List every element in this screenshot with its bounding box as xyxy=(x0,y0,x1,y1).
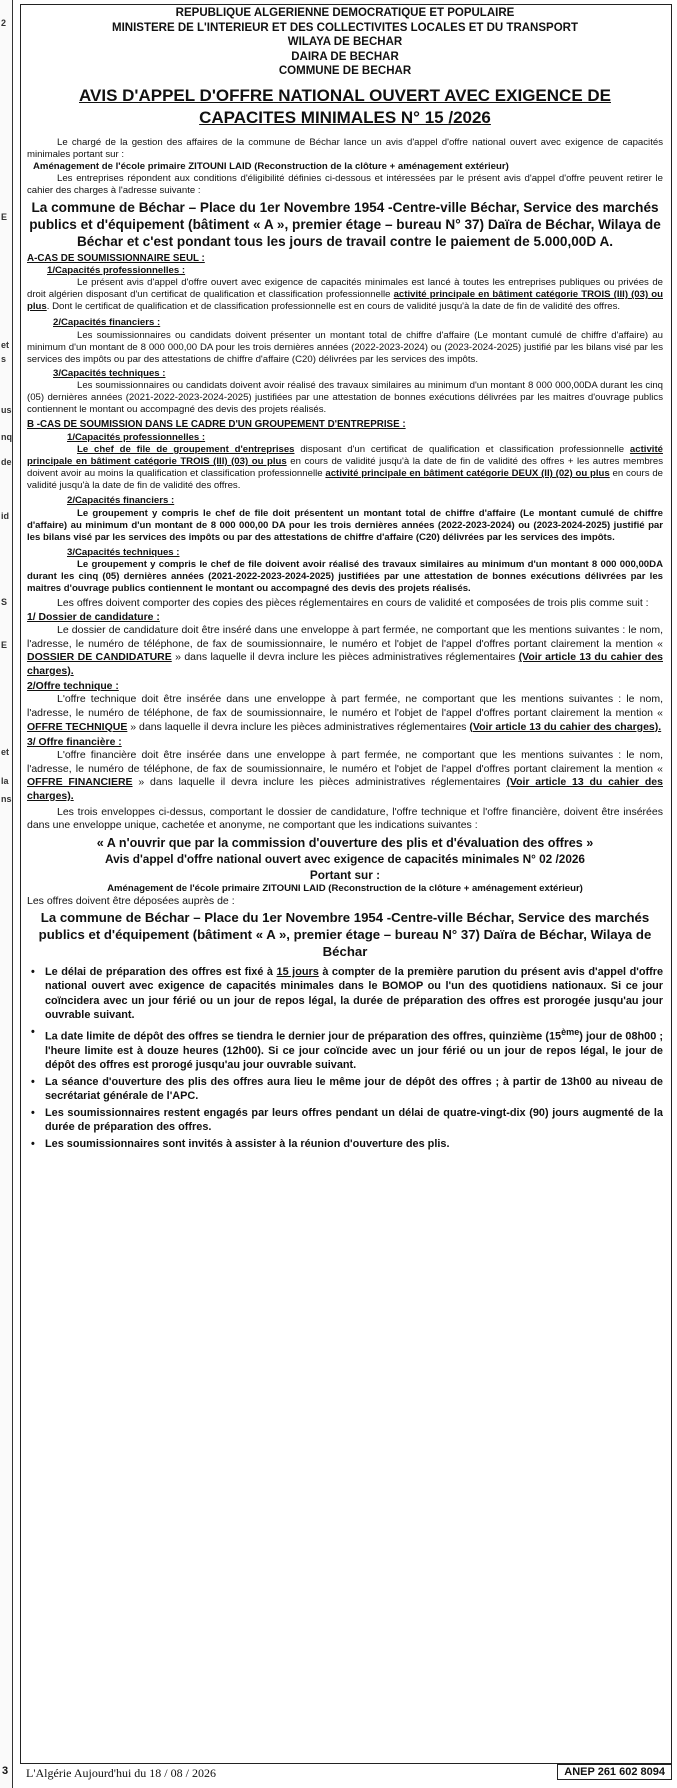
section-b-technical-text: Le groupement y compris le chef de file doivent avoir réalisé des travaux similaires au minimum d'un montant 8 000 000,00DA durant les cinq (05) dernières années (2021-2022-2023-2024-2025) justifiées par une attestation de bonnes exécutions délivrées par les maitres d'ouvrage publics contiennent le montant ou accompagné des devis des projets réalisés. xyxy=(27,559,663,595)
title-line-1: AVIS D'APPEL D'OFFRE NATIONAL OUVERT AVEC EXIGENCE DE xyxy=(79,85,611,105)
strip-text: s xyxy=(1,354,7,364)
section-b-professional-text xyxy=(27,444,663,492)
section-b-financial-title: 2/Capacités financiers : xyxy=(67,495,175,507)
list-item xyxy=(27,1025,663,1073)
list-item xyxy=(27,965,663,1023)
withdrawal-address: La commune de Béchar – Place du 1er Novembre 1954 -Centre-ville Béchar, Service des marchés publics et d'équipement (bâtiment « A », premier étage – bureau N° 37) Daïra de Béchar, Wilaya de Béchar et c'est pondant tous les jours de travail contre le paiement de 5.000,00D A. xyxy=(29,199,661,250)
article-reference: (Voir article 13 du cahier des charges). xyxy=(27,651,663,677)
strip-text: E xyxy=(1,212,8,222)
intro-paragraph: Le chargé de la gestion des affaires de la commune de Béchar lance un avis d'appel d'offre national ouvert avec exigence de capacités minimales portant sur : xyxy=(27,136,663,160)
header-commune: COMMUNE DE BECHAR xyxy=(278,65,412,77)
strip-text: nq xyxy=(1,432,12,442)
category-requirement: activité principale en bâtiment catégorie TROIS (III) (03) ou plus xyxy=(27,444,663,468)
category-requirement: activité principale en bâtiment catégorie DEUX (II) (02) ou plus xyxy=(325,468,610,480)
notice-content xyxy=(27,6,663,1153)
official-header xyxy=(27,6,663,79)
page-number: 3 xyxy=(2,1765,9,1777)
text-span: à compter de la première parution du présent avis d'appel d'offre national ouvert avec exigence de capacités minimales dans le BOMOP ou l'un des quotidiens nationaux. Si ce jour coïncidera avec un jour férié ou un jour de repos légal, la durée de préparation des offres est prorogée jusqu'au jour ouvrable suivant. xyxy=(45,965,664,1022)
section-a-financial-text: Les soumissionnaires ou candidats doivent présenter un montant total de chiffre d'affaire (Le montant cumulé de chiffre d'affaire) au minimum d'un montant de 8 000 000,00 DA pour les trois dernières années (2022-2023-2024) ou (2023-2024-2025) justifié par les bilans visé par les services des impôts ou par des attestations de chiffre d'affaire (C20) délivrées par les services des impôts. xyxy=(27,329,663,365)
lead-company: Le chef de file de groupement d'entreprises xyxy=(77,444,295,456)
anep-reference: ANEP 261 602 8094 xyxy=(557,1764,672,1780)
strip-text: 2 xyxy=(1,18,7,28)
text-span: » dans laquelle il devra inclure les pièces administratives réglementaires xyxy=(127,720,470,733)
strip-text: E xyxy=(1,640,8,650)
single-envelope-text: Les trois enveloppes ci-dessus, comportant le dossier de candidature, l'offre technique et l'offre financière, doivent être insérées dans une enveloppe unique, cachetée et anonyme, ne comportant que les indications suivantes : xyxy=(27,805,663,832)
strip-text: de xyxy=(1,457,12,467)
section-a-title: A-CAS DE SOUMISSIONNAIRE SEUL : xyxy=(27,252,205,264)
newspaper-date: L'Algérie Aujourd'hui du 18 / 08 / 2026 xyxy=(26,1766,216,1780)
text-span: ) jour de 08h00 ; l'heure limite est à douze heures (12h00). Si ce jour coïncide avec un jour férié ou un jour de repos légal, le jour de dépôt des offres est prorogé jusqu'au jour ouvrable suivant. xyxy=(45,1030,664,1072)
technical-offer-title: 2/Offre technique : xyxy=(27,681,119,693)
category-requirement: activité principale en bâtiment catégorie TROIS (III) (03) ou plus xyxy=(27,289,663,313)
text-span: » dans laquelle il devra inclure les pièces administratives réglementaires xyxy=(171,651,519,664)
envelope-label-notice-number: Avis d'appel d'offre national ouvert avec exigence de capacités minimales N° 02 /2026 xyxy=(105,851,585,866)
text-span: » dans laquelle il devra inclure les pièces administratives réglementaires xyxy=(132,776,507,789)
article-reference: (Voir article 13 du cahier des charges). xyxy=(469,720,662,733)
financial-offer-title: 3/ Offre financière : xyxy=(27,737,122,749)
text-span: en cours de validité jusqu'à la date de fin de validité des offres. xyxy=(27,468,663,492)
envelope-label-portant: Portant sur : xyxy=(309,867,381,882)
text-span: Le dossier de candidature doit être inséré dans une enveloppe à part fermée, ne comportant que les mentions suivantes : le nom, l'adresse, le numéro de téléphone, de fax de soumissionnaire, le numéro et l'objet de l'appel d'offres portant clairement la mention « xyxy=(27,623,663,650)
article-reference: (Voir article 13 du cahier des charges). xyxy=(27,776,663,802)
strip-text: et xyxy=(1,340,10,350)
text-span: Le présent avis d'appel d'offre ouvert avec exigence de capacités minimales est lancé à toutes les entreprises publiques ou privées de droit algérien disposant d'un certificat de qualification et classification professionnelle xyxy=(27,277,663,301)
deposit-address: La commune de Béchar – Place du 1er Novembre 1954 -Centre-ville Béchar, Service des marchés publics et d'équipement (bâtiment « A », premier étage – bureau N° 37) Daïra de Béchar, Wilaya de Béchar xyxy=(38,910,652,959)
section-a-professional-title: 1/Capacités professionnelles : xyxy=(47,264,186,276)
text-span: La date limite de dépôt des offres se tiendra le dernier jour de préparation des offres, quinzième (15 xyxy=(45,1030,562,1043)
conditions-list xyxy=(27,965,663,1152)
mention-label: OFFRE TECHNIQUE xyxy=(27,720,128,733)
text-span: . Dont le certificat de qualification et de classification professionnelle est en cours de validité jusqu'à la date de fin de validité des offres. xyxy=(46,301,621,313)
section-b-title: B -CAS DE SOUMISSION DANS LE CADRE D'UN GROUPEMENT D'ENTREPRISE : xyxy=(27,419,406,431)
header-ministry: MINISTERE DE L'INTERIEUR ET DES COLLECTIVITES LOCALES ET DU TRANSPORT xyxy=(112,21,578,34)
envelope-label-open-notice: « A n'ouvrir que par la commission d'ouverture des plis et d'évaluation des offres » xyxy=(96,835,594,850)
offers-intro: Les offres doivent comporter des copies des pièces réglementaires en cours de validité et composées de trois plis comme suit : xyxy=(57,597,649,610)
list-item: • La séance d'ouverture des plis des offres aura lieu le même jour de dépôt des offres ; à partir de 13h00 au niveau de secrétariat générale de l'APC. xyxy=(27,1075,663,1104)
strip-text: ns xyxy=(1,794,12,804)
strip-text: la xyxy=(1,776,9,786)
strip-text: id xyxy=(1,511,9,521)
financial-offer-text xyxy=(27,749,663,803)
mention-label: OFFRE FINANCIERE xyxy=(27,776,133,789)
strip-text: S xyxy=(1,597,8,607)
eligibility-paragraph: Les entreprises répondent aux conditions d'éligibilité définies ci-dessous et intéressées par le présent avis d'appel d'offre peuvent retirer le cahier des charges à l'adresse suivante : xyxy=(27,172,663,196)
candidature-title: 1/ Dossier de candidature : xyxy=(27,611,160,623)
footer xyxy=(2,1762,672,1784)
strip-text: et xyxy=(1,747,10,757)
list-item: • Les soumissionnaires sont invités à assister à la réunion d'ouverture des plis. xyxy=(27,1137,663,1152)
title-line-2: CAPACITES MINIMALES N° 15 /2026 xyxy=(199,107,491,127)
text-span: en cours de validité jusqu'à la date de fin de validité des offres + les autres membres doivent avoir au moins la qualification et classification professionnelle xyxy=(27,456,663,480)
strip-text: us xyxy=(1,405,12,415)
section-a-technical-title: 3/Capacités techniques : xyxy=(53,367,166,379)
header-republic: REPUBLIQUE ALGERIENNE DEMOCRATIQUE ET POPULAIRE xyxy=(175,7,515,19)
header-wilaya: WILAYA DE BECHAR xyxy=(287,36,403,48)
deadline-days: 15 jours xyxy=(276,965,319,978)
mention-label: DOSSIER DE CANDIDATURE xyxy=(27,651,172,664)
text-span: Le délai de préparation des offres est fixé à xyxy=(45,965,277,978)
technical-offer-text xyxy=(27,693,663,734)
section-b-professional-title: 1/Capacités professionnelles : xyxy=(67,431,206,443)
header-daira: DAIRA DE BECHAR xyxy=(291,50,399,63)
section-a-technical-text: Les soumissionnaires ou candidats doivent avoir réalisé des travaux similaires au minimum d'un montant 8 000 000,00DA durant les cinq (05) dernières années (2021-2022-2023-2024-2025) justifiées par une attestation de bonnes exécutions délivrées par les maitres d'ouvrage publics contiennent le montant ou accompagné des devis des projets réalisés. xyxy=(27,380,663,416)
candidature-text xyxy=(27,624,663,678)
list-item: • Les soumissionnaires restent engagés par leurs offres pendant un délai de quatre-vingt-dix (90) jours augmenté de la durée de préparation des offres. xyxy=(27,1106,663,1135)
adjacent-column-strip xyxy=(0,0,13,1788)
deposit-intro: Les offres doivent être déposées auprès de : xyxy=(27,894,235,907)
superscript: ème xyxy=(561,1026,580,1037)
section-b-technical-title: 3/Capacités techniques : xyxy=(67,546,180,558)
text-span: L'offre technique doit être insérée dans une enveloppe à part fermée, ne comportant que les mentions suivantes : le nom, l'adresse, le numéro de téléphone, de fax de soumissionnaire, le numéro et l'objet de l'appel d'offres portant clairement la mention « xyxy=(27,693,663,719)
envelope-label-object: Aménagement de l'école primaire ZITOUNI LAID (Reconstruction de la clôture + aménagement extérieur) xyxy=(107,882,583,894)
section-a-financial-title: 2/Capacités financiers : xyxy=(53,317,161,329)
section-b-financial-text: Le groupement y compris le chef de file doit présentent un montant total de chiffre d'affaire (Le montant cumulé de chiffre d'affaire) au minimum d'un montant de 8 000 000,00 DA pour les trois dernières années (2022-2023-2024) ou (2023-2024-2025) justifié par les bilans visé par les services des impôts ou par des attestations de chiffre d'affaire (C20) délivrées par les services des impôts. xyxy=(27,507,663,543)
text-span: disposant d'un certificat de qualification et classification professionnelle xyxy=(294,444,630,456)
notice-title xyxy=(27,85,663,129)
text-span: L'offre financière doit être insérée dans une enveloppe à part fermée, ne comportant que les mentions suivantes : le nom, l'adresse, le numéro de téléphone, de fax de soumissionnaire, le numéro et l'objet de l'appel d'offres portant clairement la mention « xyxy=(27,749,663,775)
section-a-professional-text xyxy=(27,277,663,313)
project-object: Aménagement de l'école primaire ZITOUNI LAID (Reconstruction de la clôture + aménagement extérieur) xyxy=(33,160,509,172)
